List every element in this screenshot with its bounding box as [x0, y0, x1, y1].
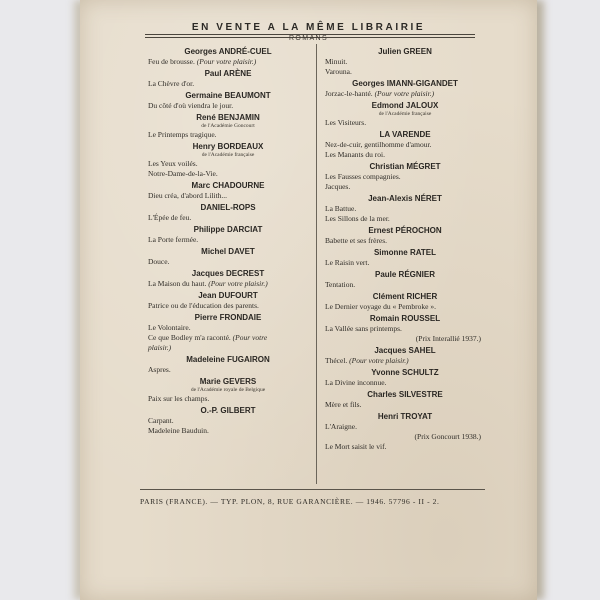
- author-name: Marc CHADOURNE: [191, 181, 265, 190]
- author-entry: [148, 312, 308, 353]
- author-name: DANIEL-ROPS: [200, 203, 256, 212]
- book-title: Feu de brousse. (Pour votre plaisir.): [148, 57, 257, 66]
- author-name: Jacques DECREST: [191, 269, 265, 278]
- author-name: Romain ROUSSEL: [369, 314, 441, 323]
- header-subtitle: ROMANS: [288, 35, 329, 42]
- book-title: Le Volontaire.: [148, 323, 191, 332]
- author-entry: [148, 112, 308, 140]
- author-name: Pierre FRONDAIE: [194, 313, 262, 322]
- book-title: Le Raisin vert.: [325, 258, 370, 267]
- author-name: Michel DAVET: [201, 247, 255, 256]
- book-title: plaisir.): [148, 343, 172, 352]
- author-name: Germaine BEAUMONT: [185, 91, 271, 100]
- book-title: Du côté d'où viendra le jour.: [148, 101, 234, 110]
- book-title: Mère et fils.: [325, 400, 362, 409]
- author-entry: [325, 225, 485, 246]
- author-name: Paule RÉGNIER: [374, 270, 435, 279]
- author-entry: [325, 411, 485, 452]
- book-title: La Battue.: [325, 204, 357, 213]
- book-title: Thécel. (Pour votre plaisir.): [325, 356, 409, 365]
- book-title: La Porte fermée.: [148, 235, 199, 244]
- author-name: Paul ARÈNE: [204, 69, 252, 78]
- author-name: Ernest PÉROCHON: [368, 226, 442, 235]
- footer-rule: [140, 489, 485, 490]
- right-author-column: [325, 46, 485, 453]
- author-entry: [325, 269, 485, 290]
- author-name: Julien GREEN: [378, 47, 432, 56]
- printer-imprint: PARIS (FRANCE). — TYP. PLON, 8, RUE GARANCIÈRE. — 1946. 57796 - II - 2.: [140, 497, 440, 506]
- book-title: Varouna.: [325, 67, 352, 76]
- author-name: Edmond JALOUX: [371, 101, 439, 110]
- book-title: Tentation.: [325, 280, 356, 289]
- book-title: Nez-de-cuir, gentilhomme d'amour.: [325, 140, 432, 149]
- author-entry: [148, 68, 308, 89]
- author-name: Jacques SAHEL: [374, 346, 436, 355]
- book-title: Le Mort saisit le vif.: [325, 442, 387, 451]
- book-title: Minuit.: [325, 57, 348, 66]
- author-entry: [148, 376, 308, 404]
- author-name: Charles SILVESTRE: [367, 390, 443, 399]
- author-entry: [148, 224, 308, 245]
- book-title: Dieu créa, d'abord Lilith...: [148, 191, 228, 200]
- author-entry: [325, 247, 485, 268]
- book-title: Les Visiteurs.: [325, 118, 367, 127]
- author-entry: [325, 129, 485, 160]
- book-title: L'Araigne.: [325, 422, 357, 431]
- book-title: Le Printemps tragique.: [148, 130, 217, 139]
- author-entry: [148, 90, 308, 111]
- author-entry: [325, 291, 485, 312]
- author-name: Jean DUFOURT: [198, 291, 258, 300]
- author-entry: [148, 180, 308, 201]
- author-entry: [325, 100, 485, 128]
- author-name: Madeleine FUGAIRON: [186, 355, 270, 364]
- book-title: Jorzac-le-hanté. (Pour votre plaisir.): [325, 89, 435, 98]
- book-title: La Divine inconnue.: [325, 378, 387, 387]
- book-title: Le Dernier voyage du « Pembroke ».: [325, 302, 437, 311]
- author-affiliation: de l'Académie française: [201, 152, 255, 158]
- book-title: Les Yeux voilés.: [148, 159, 198, 168]
- author-entry: [148, 141, 308, 179]
- book-title: Notre-Dame-de-la-Vie.: [148, 169, 218, 178]
- book-title: La Chèvre d'or.: [148, 79, 195, 88]
- author-name: René BENJAMIN: [196, 113, 260, 122]
- author-entry: [325, 161, 485, 192]
- author-name: O.-P. GILBERT: [200, 406, 256, 415]
- author-name: LA VARENDE: [379, 130, 431, 139]
- book-title: Ce que Bodley m'a raconté. (Pour votre: [148, 333, 268, 342]
- author-affiliation: de l'Académie Goncourt: [201, 123, 255, 129]
- book-title: Les Manants du roi.: [325, 150, 385, 159]
- book-title: L'Épée de feu.: [148, 213, 192, 222]
- author-entry: [325, 46, 485, 77]
- author-name: Clément RICHER: [372, 292, 438, 301]
- book-title: Aspres.: [148, 365, 171, 374]
- author-name: Simonne RATEL: [373, 248, 437, 257]
- author-entry: [148, 354, 308, 375]
- author-entry: [148, 246, 308, 267]
- author-name: Philippe DARCIAT: [193, 225, 263, 234]
- author-affiliation: de l'Académie royale de Belgique: [190, 387, 266, 393]
- author-entry: [148, 290, 308, 311]
- book-title: Les Sillons de la mer.: [325, 214, 390, 223]
- author-entry: [325, 389, 485, 410]
- book-title: Patrice ou de l'éducation des parents.: [148, 301, 259, 310]
- author-entry: [148, 405, 308, 436]
- book-title: Madeleine Bauduin.: [148, 426, 209, 435]
- author-entry: [325, 367, 485, 388]
- author-entry: [148, 46, 308, 67]
- author-name: Georges IMANN-GIGANDET: [352, 79, 458, 88]
- author-name: Henry BORDEAUX: [192, 142, 264, 151]
- book-title: Jacques.: [325, 182, 351, 191]
- book-title: La Vallée sans printemps.: [325, 324, 402, 333]
- author-entry: [325, 78, 485, 99]
- author-name: Christian MÉGRET: [369, 162, 441, 171]
- author-entry: [325, 313, 485, 344]
- book-title: Les Fausses compagnies.: [325, 172, 401, 181]
- column-divider: [316, 44, 317, 484]
- literary-prize: (Prix Goncourt 1938.): [414, 432, 481, 441]
- author-name: Georges ANDRÉ-CUEL: [184, 47, 272, 56]
- left-author-column: [148, 46, 308, 437]
- author-name: Yvonne SCHULTZ: [371, 368, 439, 377]
- author-entry: [148, 202, 308, 223]
- author-name: Jean-Alexis NÉRET: [368, 194, 442, 203]
- author-name: Henri TROYAT: [377, 412, 433, 421]
- literary-prize: (Prix Interallié 1937.): [415, 334, 481, 343]
- author-entry: [148, 268, 308, 289]
- book-title: Babette et ses frères.: [325, 236, 388, 245]
- author-entry: [325, 193, 485, 224]
- author-affiliation: de l'Académie française: [378, 111, 432, 117]
- book-title: Douce.: [148, 257, 170, 266]
- author-entry: [325, 345, 485, 366]
- book-title: La Maison du haut. (Pour votre plaisir.): [148, 279, 268, 288]
- book-title: Paix sur les champs.: [148, 394, 210, 403]
- book-title: Carpant.: [148, 416, 174, 425]
- author-name: Marie GEVERS: [199, 377, 257, 386]
- header-title: EN VENTE A LA MÊME LIBRAIRIE: [191, 22, 426, 33]
